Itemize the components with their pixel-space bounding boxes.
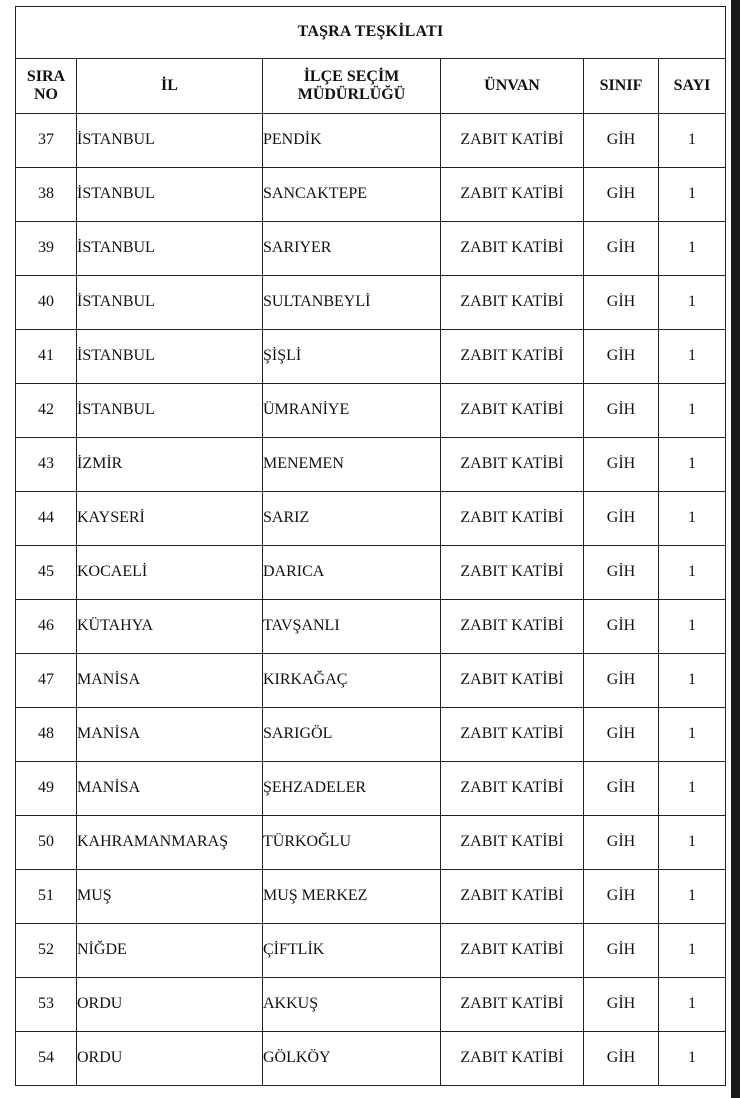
table-row bbox=[16, 276, 726, 330]
table-title-row bbox=[16, 7, 726, 59]
cell-ilce: TÜRKOĞLU bbox=[263, 816, 441, 870]
cell-sayi: 1 bbox=[659, 870, 726, 924]
table-row bbox=[16, 384, 726, 438]
cell-sayi: 1 bbox=[659, 708, 726, 762]
cell-sira-no: 49 bbox=[16, 762, 77, 816]
table-title: TAŞRA TEŞKİLATI bbox=[16, 7, 726, 59]
column-header-sira-no bbox=[16, 59, 77, 114]
cell-il: MANİSA bbox=[77, 654, 263, 708]
cell-ilce: SARIZ bbox=[263, 492, 441, 546]
cell-sinif: GİH bbox=[584, 492, 659, 546]
cell-sinif: GİH bbox=[584, 222, 659, 276]
cell-sayi: 1 bbox=[659, 978, 726, 1032]
cell-unvan: ZABIT KATİBİ bbox=[441, 114, 584, 168]
cell-unvan: ZABIT KATİBİ bbox=[441, 330, 584, 384]
cell-il: İZMİR bbox=[77, 438, 263, 492]
cell-unvan: ZABIT KATİBİ bbox=[441, 816, 584, 870]
table-row bbox=[16, 330, 726, 384]
cell-il: KÜTAHYA bbox=[77, 600, 263, 654]
table-row bbox=[16, 1032, 726, 1086]
column-header-unvan: ÜNVAN bbox=[441, 59, 584, 114]
cell-ilce: TAVŞANLI bbox=[263, 600, 441, 654]
cell-sira-no: 43 bbox=[16, 438, 77, 492]
cell-sayi: 1 bbox=[659, 438, 726, 492]
cell-sayi: 1 bbox=[659, 114, 726, 168]
cell-il: İSTANBUL bbox=[77, 222, 263, 276]
cell-sinif: GİH bbox=[584, 384, 659, 438]
cell-sayi: 1 bbox=[659, 600, 726, 654]
cell-unvan: ZABIT KATİBİ bbox=[441, 762, 584, 816]
column-header-sinif: SINIF bbox=[584, 59, 659, 114]
table-row bbox=[16, 816, 726, 870]
cell-sinif: GİH bbox=[584, 438, 659, 492]
cell-il: İSTANBUL bbox=[77, 384, 263, 438]
table-row bbox=[16, 492, 726, 546]
cell-ilce: SANCAKTEPE bbox=[263, 168, 441, 222]
cell-sinif: GİH bbox=[584, 600, 659, 654]
cell-unvan: ZABIT KATİBİ bbox=[441, 276, 584, 330]
cell-sira-no: 45 bbox=[16, 546, 77, 600]
tasra-teskilati-table bbox=[15, 6, 726, 1086]
table-header-row bbox=[16, 59, 726, 114]
table-row bbox=[16, 438, 726, 492]
cell-sira-no: 38 bbox=[16, 168, 77, 222]
cell-ilce: MUŞ MERKEZ bbox=[263, 870, 441, 924]
table-row bbox=[16, 222, 726, 276]
cell-sinif: GİH bbox=[584, 330, 659, 384]
cell-sayi: 1 bbox=[659, 762, 726, 816]
cell-sayi: 1 bbox=[659, 924, 726, 978]
cell-sira-no: 52 bbox=[16, 924, 77, 978]
table-row bbox=[16, 978, 726, 1032]
cell-ilce: PENDİK bbox=[263, 114, 441, 168]
table-row bbox=[16, 708, 726, 762]
cell-sinif: GİH bbox=[584, 924, 659, 978]
cell-sayi: 1 bbox=[659, 222, 726, 276]
cell-sinif: GİH bbox=[584, 762, 659, 816]
cell-sira-no: 44 bbox=[16, 492, 77, 546]
cell-unvan: ZABIT KATİBİ bbox=[441, 222, 584, 276]
cell-sinif: GİH bbox=[584, 978, 659, 1032]
cell-unvan: ZABIT KATİBİ bbox=[441, 924, 584, 978]
cell-il: İSTANBUL bbox=[77, 330, 263, 384]
cell-sayi: 1 bbox=[659, 546, 726, 600]
cell-unvan: ZABIT KATİBİ bbox=[441, 492, 584, 546]
scan-edge-shadow bbox=[731, 0, 740, 1098]
cell-il: MANİSA bbox=[77, 708, 263, 762]
cell-sinif: GİH bbox=[584, 546, 659, 600]
cell-ilce: GÖLKÖY bbox=[263, 1032, 441, 1086]
table-row bbox=[16, 654, 726, 708]
cell-sinif: GİH bbox=[584, 168, 659, 222]
table-row bbox=[16, 870, 726, 924]
cell-ilce: ÜMRANİYE bbox=[263, 384, 441, 438]
cell-sira-no: 41 bbox=[16, 330, 77, 384]
cell-ilce: SULTANBEYLİ bbox=[263, 276, 441, 330]
cell-sira-no: 50 bbox=[16, 816, 77, 870]
column-header-il: İL bbox=[77, 59, 263, 114]
cell-il: KOCAELİ bbox=[77, 546, 263, 600]
cell-sira-no: 37 bbox=[16, 114, 77, 168]
cell-il: ORDU bbox=[77, 1032, 263, 1086]
cell-sinif: GİH bbox=[584, 654, 659, 708]
cell-sayi: 1 bbox=[659, 492, 726, 546]
table-row bbox=[16, 762, 726, 816]
cell-sira-no: 46 bbox=[16, 600, 77, 654]
cell-ilce: ŞİŞLİ bbox=[263, 330, 441, 384]
cell-unvan: ZABIT KATİBİ bbox=[441, 600, 584, 654]
cell-ilce: SARIGÖL bbox=[263, 708, 441, 762]
table-row bbox=[16, 114, 726, 168]
sira-no-line2: NO bbox=[34, 86, 58, 103]
cell-sinif: GİH bbox=[584, 708, 659, 762]
cell-ilce: MENEMEN bbox=[263, 438, 441, 492]
cell-sayi: 1 bbox=[659, 384, 726, 438]
cell-sira-no: 47 bbox=[16, 654, 77, 708]
cell-unvan: ZABIT KATİBİ bbox=[441, 870, 584, 924]
cell-sinif: GİH bbox=[584, 114, 659, 168]
cell-il: İSTANBUL bbox=[77, 276, 263, 330]
cell-sira-no: 48 bbox=[16, 708, 77, 762]
cell-sayi: 1 bbox=[659, 654, 726, 708]
table-row bbox=[16, 600, 726, 654]
column-header-sayi: SAYI bbox=[659, 59, 726, 114]
cell-unvan: ZABIT KATİBİ bbox=[441, 708, 584, 762]
cell-unvan: ZABIT KATİBİ bbox=[441, 654, 584, 708]
sira-no-line1: SIRA bbox=[26, 67, 66, 85]
cell-unvan: ZABIT KATİBİ bbox=[441, 168, 584, 222]
cell-il: İSTANBUL bbox=[77, 114, 263, 168]
column-header-ilce bbox=[263, 59, 441, 114]
cell-sira-no: 39 bbox=[16, 222, 77, 276]
cell-unvan: ZABIT KATİBİ bbox=[441, 438, 584, 492]
cell-unvan: ZABIT KATİBİ bbox=[441, 978, 584, 1032]
table-row bbox=[16, 546, 726, 600]
ilce-line1: İLÇE SEÇİM bbox=[303, 67, 400, 85]
cell-sira-no: 42 bbox=[16, 384, 77, 438]
cell-sinif: GİH bbox=[584, 870, 659, 924]
cell-il: KAHRAMANMARAŞ bbox=[77, 816, 263, 870]
cell-ilce: KIRKAĞAÇ bbox=[263, 654, 441, 708]
cell-sayi: 1 bbox=[659, 168, 726, 222]
cell-sayi: 1 bbox=[659, 1032, 726, 1086]
cell-sinif: GİH bbox=[584, 1032, 659, 1086]
cell-il: NİĞDE bbox=[77, 924, 263, 978]
cell-sayi: 1 bbox=[659, 276, 726, 330]
cell-il: MANİSA bbox=[77, 762, 263, 816]
ilce-line2: MÜDÜRLÜĞÜ bbox=[297, 86, 406, 103]
table-body bbox=[16, 114, 726, 1086]
table-row bbox=[16, 924, 726, 978]
cell-sayi: 1 bbox=[659, 816, 726, 870]
cell-unvan: ZABIT KATİBİ bbox=[441, 546, 584, 600]
cell-il: İSTANBUL bbox=[77, 168, 263, 222]
cell-sira-no: 54 bbox=[16, 1032, 77, 1086]
cell-il: KAYSERİ bbox=[77, 492, 263, 546]
cell-ilce: DARICA bbox=[263, 546, 441, 600]
cell-sira-no: 51 bbox=[16, 870, 77, 924]
cell-sinif: GİH bbox=[584, 276, 659, 330]
cell-ilce: ÇİFTLİK bbox=[263, 924, 441, 978]
cell-ilce: AKKUŞ bbox=[263, 978, 441, 1032]
cell-unvan: ZABIT KATİBİ bbox=[441, 384, 584, 438]
cell-il: MUŞ bbox=[77, 870, 263, 924]
cell-sayi: 1 bbox=[659, 330, 726, 384]
cell-unvan: ZABIT KATİBİ bbox=[441, 1032, 584, 1086]
cell-sira-no: 40 bbox=[16, 276, 77, 330]
cell-ilce: ŞEHZADELER bbox=[263, 762, 441, 816]
table-row bbox=[16, 168, 726, 222]
cell-ilce: SARIYER bbox=[263, 222, 441, 276]
cell-il: ORDU bbox=[77, 978, 263, 1032]
cell-sira-no: 53 bbox=[16, 978, 77, 1032]
cell-sinif: GİH bbox=[584, 816, 659, 870]
